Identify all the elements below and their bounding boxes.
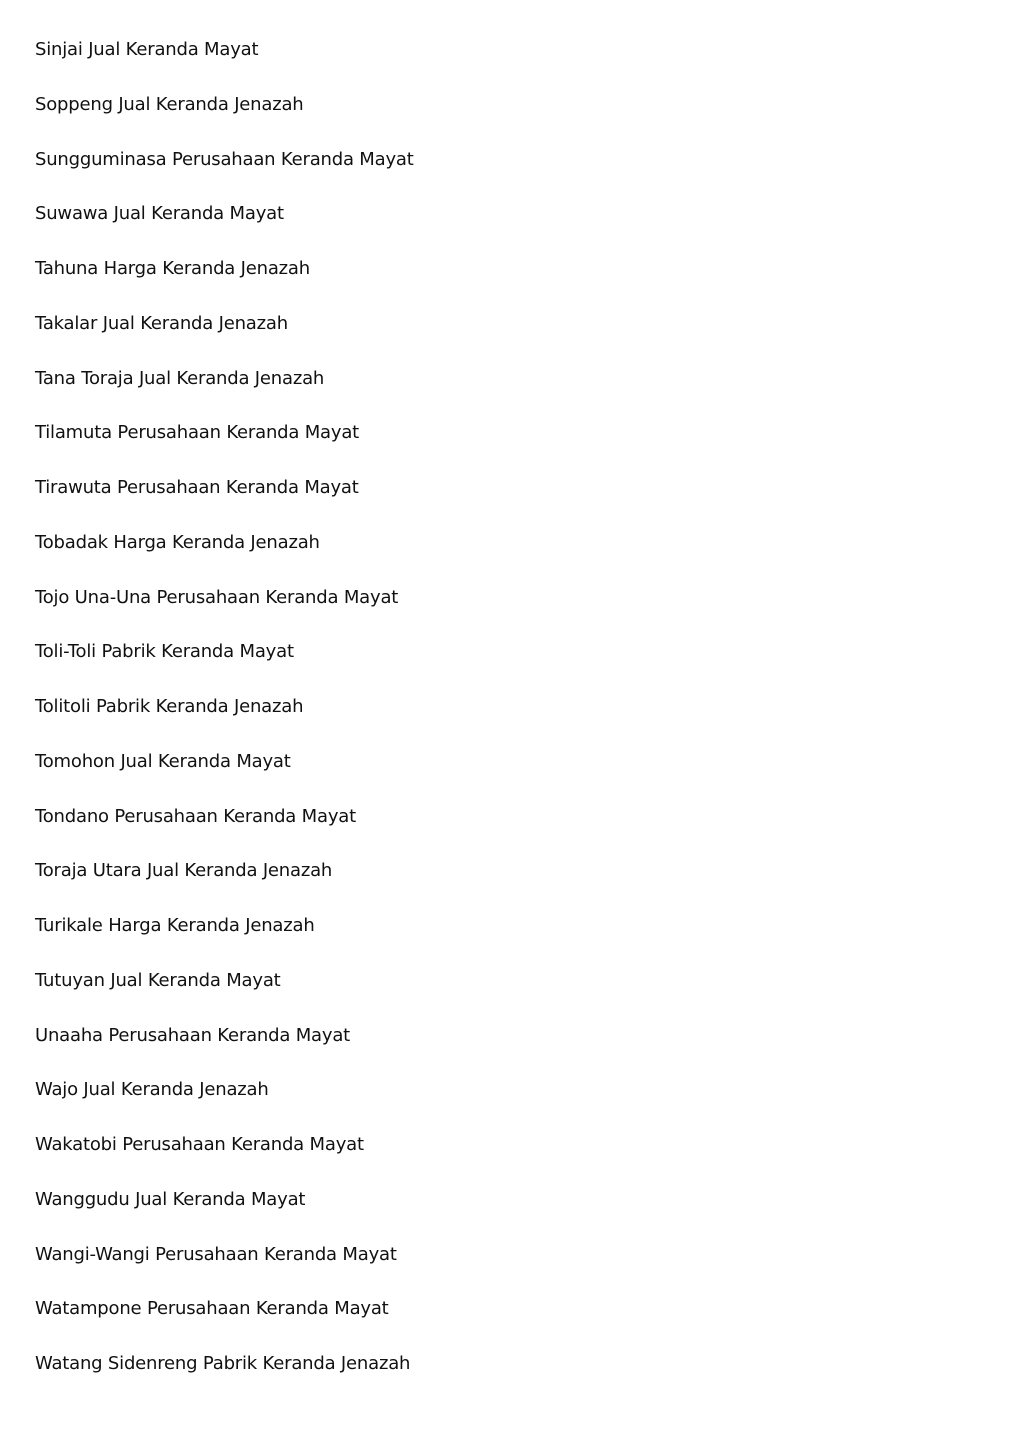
list-item: Tondano Perusahaan Keranda Mayat <box>35 805 356 827</box>
list-item: Wanggudu Jual Keranda Mayat <box>35 1188 306 1210</box>
keyword-list <box>35 36 414 1405</box>
list-item: Sinjai Jual Keranda Mayat <box>35 39 259 60</box>
list-item: Toli-Toli Pabrik Keranda Mayat <box>35 641 294 663</box>
list-item: Wangi-Wangi Perusahaan Keranda Mayat <box>35 1243 397 1265</box>
list-item: Wajo Jual Keranda Jenazah <box>35 1079 269 1101</box>
list-item: Tirawuta Perusahaan Keranda Mayat <box>35 477 359 498</box>
list-item: Soppeng Jual Keranda Jenazah <box>35 93 304 115</box>
list-item: Tomohon Jual Keranda Mayat <box>35 750 291 772</box>
list-item: Turikale Harga Keranda Jenazah <box>35 915 315 936</box>
list-item: Watampone Perusahaan Keranda Mayat <box>35 1298 389 1320</box>
list-item: Takalar Jual Keranda Jenazah <box>35 312 288 334</box>
list-item: Toraja Utara Jual Keranda Jenazah <box>35 860 333 882</box>
list-item: Tilamuta Perusahaan Keranda Mayat <box>35 422 360 444</box>
list-item: Tolitoli Pabrik Keranda Jenazah <box>35 696 304 717</box>
list-item: Sungguminasa Perusahaan Keranda Mayat <box>35 148 414 170</box>
list-item: Wakatobi Perusahaan Keranda Mayat <box>35 1134 364 1155</box>
list-item: Tutuyan Jual Keranda Mayat <box>35 969 281 991</box>
list-item: Tahuna Harga Keranda Jenazah <box>35 258 310 279</box>
list-item: Suwawa Jual Keranda Mayat <box>35 203 284 225</box>
list-item: Tana Toraja Jual Keranda Jenazah <box>35 367 325 389</box>
list-item: Unaaha Perusahaan Keranda Mayat <box>35 1024 351 1046</box>
list-item: Tojo Una-Una Perusahaan Keranda Mayat <box>35 586 399 608</box>
list-item: Tobadak Harga Keranda Jenazah <box>35 531 320 553</box>
list-item: Watang Sidenreng Pabrik Keranda Jenazah <box>35 1353 411 1374</box>
